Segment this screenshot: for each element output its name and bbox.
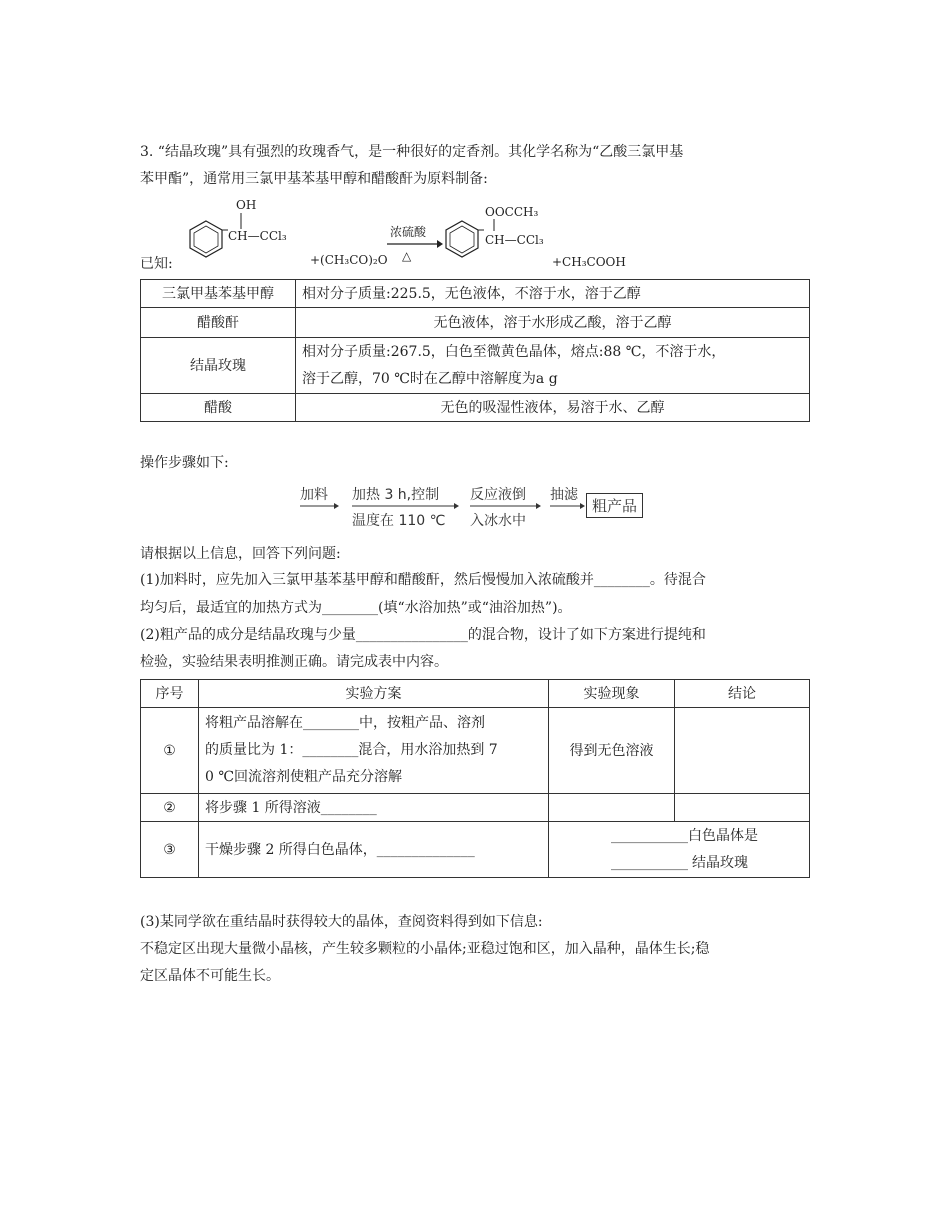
table-header-row (141, 680, 810, 708)
heat-symbol: △ (402, 249, 412, 263)
row-plan: 将步骤 1 所得溶液________ (199, 794, 549, 822)
plan-line: 的质量比为 1：________混合，用水浴加热到 7 (205, 742, 498, 758)
row-number: ① (141, 708, 199, 794)
product-chain: CH—CCl₃ (485, 233, 544, 247)
flow-step-feed: 加料 (300, 487, 328, 503)
result-line1 (549, 823, 809, 850)
question-2-line1: (2)粗产品的成分是结晶玫瑰与少量________________的混合物，设计了如下方案进行提纯和 (140, 627, 706, 643)
catalyst-label: 浓硫酸 (390, 225, 427, 239)
row-result (549, 822, 810, 878)
reaction-scheme (140, 195, 640, 275)
reaction-arrow-icon (385, 239, 445, 249)
questions-prompt: 请根据以上信息，回答下列问题: (140, 546, 341, 562)
phenomenon-blank: ___________ (611, 827, 688, 844)
table-row (141, 308, 810, 338)
arrow-icon (470, 502, 542, 510)
question-2-line2: 检验，实验结果表明推测正确。请完成表中内容。 (140, 654, 448, 670)
header-phenomenon: 实验现象 (549, 680, 675, 708)
conclusion-line: 结晶玫瑰 (692, 854, 748, 871)
flow-step-filter: 抽滤 (550, 487, 578, 503)
result-line2 (549, 850, 809, 877)
flow-step-pour: 反应液倒 (470, 487, 526, 503)
table-row (141, 794, 810, 822)
compound-desc: 相对分子质量:225.5，无色液体，不溶于水，溶于乙醇 (296, 280, 810, 308)
byproduct-acetic-acid: +CH₃COOH (552, 255, 626, 269)
reagent-anhydride: +(CH₃CO)₂O (310, 253, 388, 267)
experiment-table (140, 679, 810, 878)
flow-result-crude-product: 粗产品 (586, 493, 643, 518)
question-3-line2: 不稳定区出现大量微小晶核，产生较多颗粒的小晶体;亚稳过饱和区，加入晶种，晶体生长;稳 (140, 941, 710, 957)
arrow-icon (300, 502, 340, 510)
benzene-ring-icon (184, 215, 244, 275)
reactant-chain: CH—CCl₃ (228, 229, 287, 243)
flow-step-heat: 加热 3 h,控制 (352, 487, 440, 503)
arrow-icon (352, 502, 460, 510)
question-intro-line1: 3. “结晶玫瑰”具有强烈的玫瑰香气，是一种很好的定香剂。其化学名称为“乙酸三氯甲基 (140, 144, 684, 160)
table-row (141, 822, 810, 878)
reactant-oh: OH (236, 198, 257, 212)
header-number: 序号 (141, 680, 199, 708)
procedure-flow (300, 482, 660, 532)
question-1-line2: 均匀后，最适宜的加热方式为________(填“水浴加热”或“油浴加热”)。 (140, 600, 572, 616)
question-1-line1: (1)加料时，应先加入三氯甲基苯基甲醇和醋酸酐，然后慢慢加入浓硫酸并________。待混合 (140, 572, 706, 588)
table-row (141, 394, 810, 422)
product-acetate-group: OOCCH₃ (485, 205, 539, 219)
compound-desc: 无色的吸湿性液体，易溶于水、乙醇 (296, 394, 810, 422)
compound-desc: 无色液体，溶于水形成乙酸，溶于乙醇 (296, 308, 810, 338)
row-phenomenon: 得到无色溶液 (549, 708, 675, 794)
header-plan: 实验方案 (199, 680, 549, 708)
question-intro-line2: 苯甲酯”，通常用三氯甲基苯基甲醇和醋酸酐为原料制备: (140, 171, 488, 187)
question-3-line3: 定区晶体不可能生长。 (140, 968, 280, 984)
row-number: ② (141, 794, 199, 822)
compound-desc-line: 相对分子质量:267.5，白色至微黄色晶体，熔点:88 ℃，不溶于水， (302, 343, 726, 360)
steps-label: 操作步骤如下: (140, 455, 229, 471)
compound-name: 醋酸 (141, 394, 296, 422)
compound-desc-line: 溶于乙醇，70 ℃时在乙醇中溶解度为a g (302, 370, 558, 387)
arrow-icon (550, 502, 586, 510)
compound-name: 结晶玫瑰 (141, 338, 296, 394)
flow-step-heat-temp: 温度在 110 ℃ (352, 513, 446, 529)
row-conclusion (675, 794, 810, 822)
question-3-line1: (3)某同学欲在重结晶时获得较大的晶体，查阅资料得到如下信息: (140, 914, 543, 930)
table-row (141, 338, 810, 394)
row-number: ③ (141, 822, 199, 878)
row-conclusion (675, 708, 810, 794)
flow-step-pour-ice: 入冰水中 (470, 513, 526, 529)
table-row (141, 708, 810, 794)
conclusion-line: 白色晶体是 (688, 827, 758, 844)
compound-desc (296, 338, 810, 394)
plan-line: 0 ℃回流溶剂使粗产品充分溶解 (205, 769, 403, 785)
row-phenomenon (549, 794, 675, 822)
row-plan: 干燥步骤 2 所得白色晶体，______________ (199, 822, 549, 878)
row-plan (199, 708, 549, 794)
plan-line: 将粗产品溶解在________中，按粗产品、溶剂 (205, 715, 485, 731)
known-label: 已知: (140, 256, 173, 272)
compound-name: 醋酸酐 (141, 308, 296, 338)
header-conclusion: 结论 (675, 680, 810, 708)
properties-table (140, 279, 810, 422)
compound-name: 三氯甲基苯基甲醇 (141, 280, 296, 308)
phenomenon-blank: ___________ (611, 854, 688, 871)
table-row (141, 280, 810, 308)
